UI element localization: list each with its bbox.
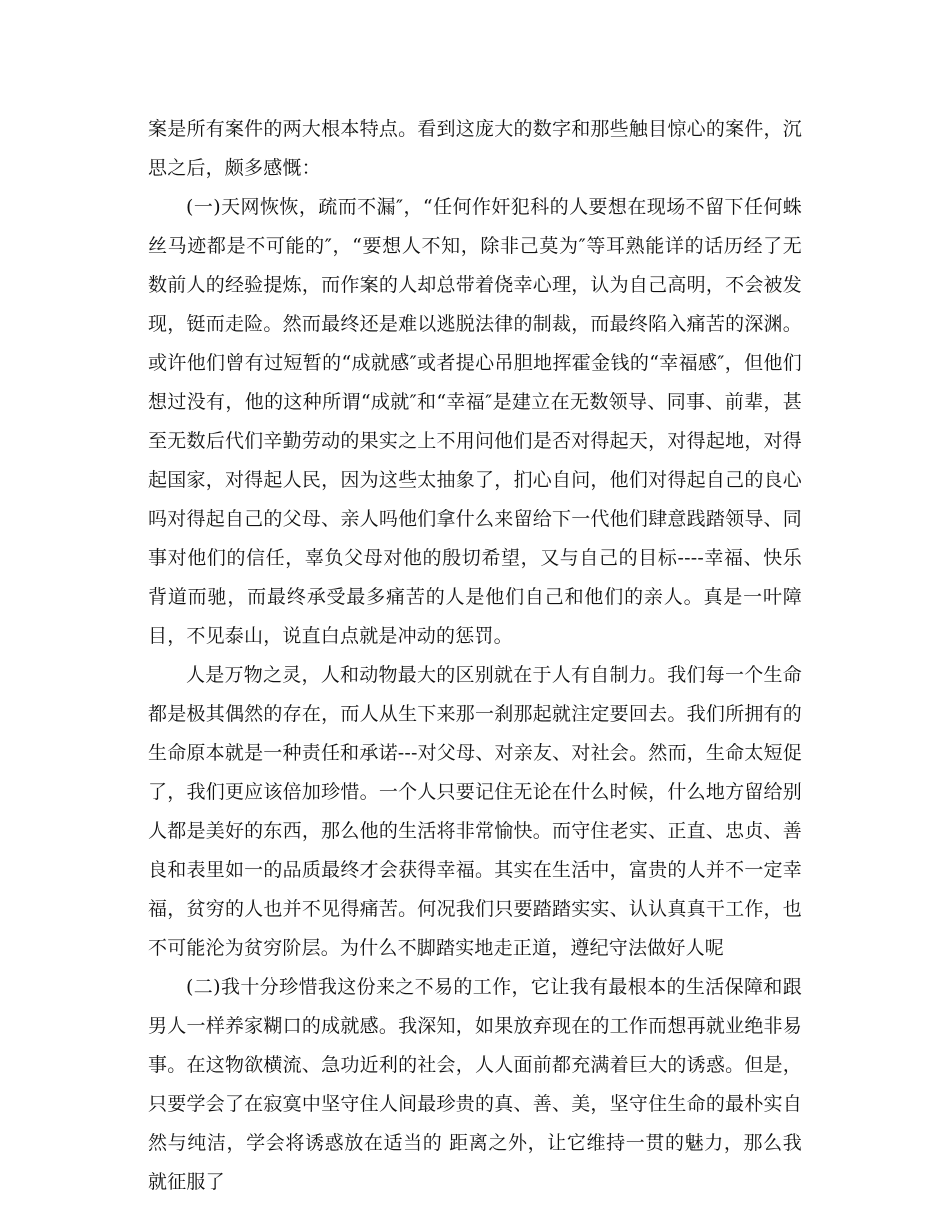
paragraph-section-one: (一)天网恢恢，疏而不漏″，“任何作奸犯科的人要想在现场不留下任何蛛丝马迹都是不可能的″，“要想人不知，除非己莫为″等耳熟能详的话历经了无数前人的经验提炼，而作案的人却总带着侥幸心理，认为自己高明，不会被发现，铤而走险。然而最终还是难以逃脱法律的制裁，而最终陷入痛苦的深渊。或许他们曾有过短暂的“成就感″或者提心吊胆地挥霍金钱的“幸福感″，但他们想过没有，他的这种所谓“成就″和“幸福″是建立在无数领导、同事、前辈，甚至无数后代们辛勤劳动的果实之上不用问他们是否对得起天，对得起地，对得起国家，对得起人民，因为这些太抽象了，扪心自问，他们对得起自己的良心吗对得起自己的父母、亲人吗他们拿什么来留给下一代他们肆意践踏领导、同事对他们的信任，辜负父母对他的殷切希望，又与自己的目标----幸福、快乐背道而驰，而最终承受最多痛苦的人是他们自己和他们的亲人。真是一叶障目，不见泰山，说直白点就是冲动的惩罚。 — [148, 196, 802, 647]
paragraph-section-two: (二)我十分珍惜我这份来之不易的工作，它让我有最根本的生活保障和跟男人一样养家糊口的成就感。我深知，如果放弃现在的工作而想再就业绝非易事。在这物欲横流、急功近利的社会，人人面前都充满着巨大的诱惑。但是，只要学会了在寂寞中坚守住人间最珍贵的真、善、美，坚守住生命的最朴实自然与纯洁，学会将诱惑放在适当的 距离之外，让它维持一贯的魅力，那么我就征服了 — [148, 976, 802, 1193]
paragraph-self-control: 人是万物之灵，人和动物最大的区别就在于人有自制力。我们每一个生命都是极其偶然的存在，而人从生下来那一刹那起就注定要回去。我们所拥有的生命原本就是一种责任和承诺---对父母、对亲友、对社会。然而，生命太短促了，我们更应该倍加珍惜。一个人只要记住无论在什么时候，什么地方留给别人都是美好的东西，那么他的生活将非常愉快。而守住老实、正直、忠贞、善良和表里如一的品质最终才会获得幸福。其实在生活中，富贵的人并不一定幸福，贫穷的人也并不见得痛苦。何况我们只要踏踏实实、认认真真干工作，也不可能沦为贫穷阶层。为什么不脚踏实地走正道，遵纪守法做好人呢 — [148, 664, 802, 959]
paragraph-intro: 案是所有案件的两大根本特点。看到这庞大的数字和那些触目惊心的案件，沉思之后，颇多感慨： — [148, 118, 802, 179]
document-body — [148, 110, 802, 1202]
